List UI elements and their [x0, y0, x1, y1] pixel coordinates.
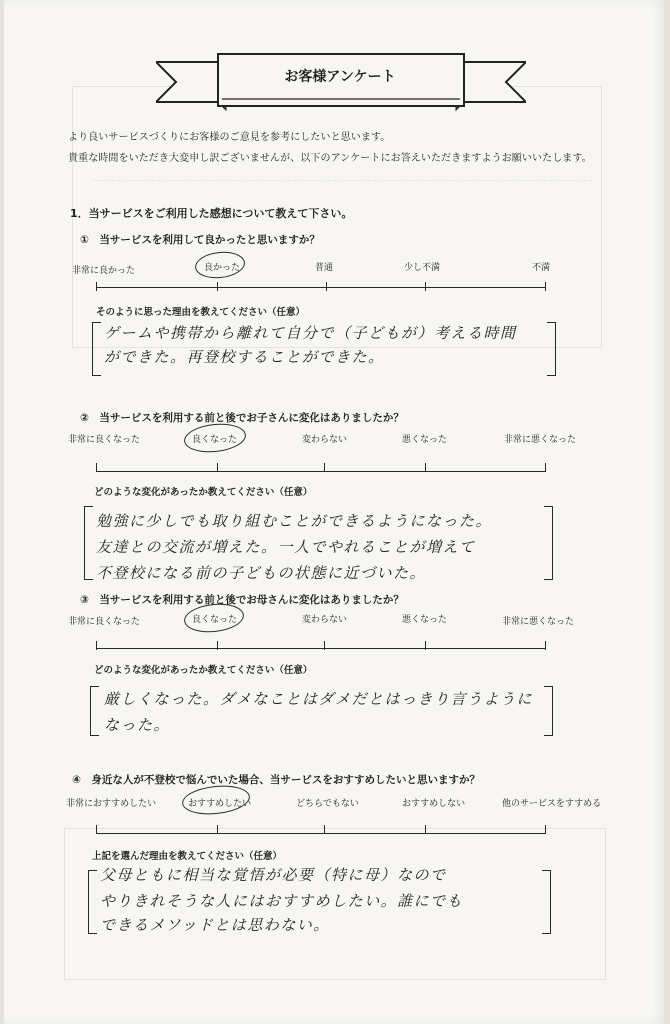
q3-option-2[interactable]: 良くなった — [192, 615, 238, 625]
q4-scale-tick — [545, 825, 546, 834]
q1-scale-tick — [545, 282, 546, 291]
q3-scale-tick — [425, 641, 426, 650]
q4-option-1[interactable]: 非常におすすめしたい — [66, 799, 157, 809]
q2-option-2[interactable]: 良くなった — [192, 435, 238, 445]
q3-scale-tick — [96, 641, 97, 650]
q2-scale-tick — [545, 463, 546, 472]
survey-sheet — [4, 0, 664, 1024]
q3-answer-bracket-left — [90, 686, 99, 736]
q2-answer-bracket-left — [84, 506, 93, 580]
q4-option-3[interactable]: どちらでもない — [296, 799, 359, 809]
q2-selection-circle — [183, 421, 248, 455]
question-2: ② 当サービスを利用する前と後でお子さんに変化はありましたか？ — [80, 412, 404, 424]
q2-scale-tick — [217, 463, 218, 472]
q3-option-1[interactable]: 非常に良くなった — [68, 617, 141, 627]
q4-scale-tick — [217, 825, 218, 834]
q2-option-5[interactable]: 非常に悪くなった — [504, 435, 577, 445]
q4-answer-line-3: できるメソッドとは思わない。 — [100, 916, 330, 934]
question-4: ④ 身近な人が不登校で悩んでいた場合、当サービスをおすすめしたいと思いますか？ — [72, 774, 480, 786]
q4-answer-bracket-left — [88, 870, 97, 934]
q3-answer-line-1: 厳しくなった。ダメなことはダメだとはっきり言うように — [104, 690, 534, 708]
q1-option-3[interactable]: 普通 — [315, 263, 334, 273]
q1-option-1[interactable]: 非常に良かった — [72, 266, 136, 276]
q2-answer-line-2: 友達との交流が増えた。一人でやれることが増えて — [96, 538, 476, 556]
q4-option-4[interactable]: おすすめしない — [402, 799, 466, 809]
q3-answer-line-2: なった。 — [104, 716, 171, 734]
q2-answer-bracket-right — [544, 506, 553, 580]
q3-answer-bracket-right — [544, 686, 553, 736]
q1-answer-bracket-right — [547, 322, 556, 376]
q3-scale-tick — [545, 641, 546, 650]
q3-option-4[interactable]: 悪くなった — [402, 615, 448, 625]
q3-option-5[interactable]: 非常に悪くなった — [502, 617, 575, 627]
q4-scale-tick — [324, 825, 325, 834]
q1-answer-bracket-left — [92, 322, 101, 376]
q4-option-2[interactable]: おすすめしたい — [188, 799, 252, 809]
q2-scale-tick — [425, 463, 426, 472]
q3-scale-tick — [217, 641, 218, 650]
q1-answer-line-1: ゲームや携帯から離れて自分で（子どもが）考える時間 — [104, 324, 517, 342]
question-1: ① 当サービスを利用して良かったと思いますか？ — [80, 234, 320, 246]
q4-scale-line — [96, 833, 546, 834]
q1-answer-line-2: ができた。再登校することができた。 — [104, 348, 385, 366]
section-heading: 1．当サービスをご利用した感想について教えて下さい。 — [70, 207, 353, 220]
q4-scale-tick — [96, 825, 97, 834]
intro-line-1: より良いサービスづくりにお客様のご意見を参考にしたいと思います。 — [68, 132, 391, 143]
q2-option-4[interactable]: 悪くなった — [402, 435, 448, 445]
q2-option-1[interactable]: 非常に良くなった — [68, 435, 141, 445]
q2-scale-tick — [324, 463, 325, 472]
q4-answer-bracket-right — [542, 870, 551, 934]
q1-scale-tick — [425, 282, 426, 291]
q1-reason-label: そのように思った理由を教えてください（任意） — [96, 307, 306, 318]
q4-answer-line-2: やりきれそうな人にはおすすめしたい。誰にでも — [100, 892, 464, 910]
q3-reason-label: どのような変化があったか教えてください（任意） — [94, 665, 313, 676]
q3-scale-line — [96, 648, 546, 649]
q2-scale-tick — [96, 463, 97, 472]
page-title: お客様アンケート — [284, 69, 396, 85]
q2-answer-line-3: 不登校になる前の子どもの状態に近づいた。 — [96, 564, 427, 582]
intro-line-2: 貴重な時間をいただき大変申し訳ございませんが、以下のアンケートにお答えいただきますようお願いいたします。 — [68, 153, 592, 164]
q2-scale-line — [96, 471, 546, 472]
q2-option-3[interactable]: 変わらない — [302, 435, 348, 445]
q4-answer-line-1: 父母ともに相当な覚悟が必要（特に母）なので — [100, 866, 447, 884]
q1-scale-line — [96, 287, 546, 288]
q2-answer-line-1: 勉強に少しでも取り組むことができるようになった。 — [96, 512, 493, 530]
q3-scale-tick — [324, 641, 325, 650]
q1-scale-tick — [326, 282, 327, 291]
q1-option-2[interactable]: 良かった — [204, 263, 241, 273]
q4-selection-circle — [181, 783, 252, 818]
q1-scale-tick — [217, 282, 218, 291]
q4-option-5[interactable]: 他のサービスをすすめる — [502, 799, 602, 809]
q4-scale-tick — [425, 825, 426, 834]
q1-option-5[interactable]: 不満 — [532, 263, 551, 273]
q4-reason-label: 上記を選んだ理由を教えてください（任意） — [92, 851, 283, 862]
q1-scale-tick — [96, 282, 97, 291]
q3-option-3[interactable]: 変わらない — [302, 615, 348, 625]
q1-option-4[interactable]: 少し不満 — [404, 263, 441, 273]
q2-reason-label: どのような変化があったか教えてください（任意） — [94, 487, 313, 498]
question-3: ③ 当サービスを利用する前と後でお母さんに変化はありましたか？ — [80, 594, 404, 606]
